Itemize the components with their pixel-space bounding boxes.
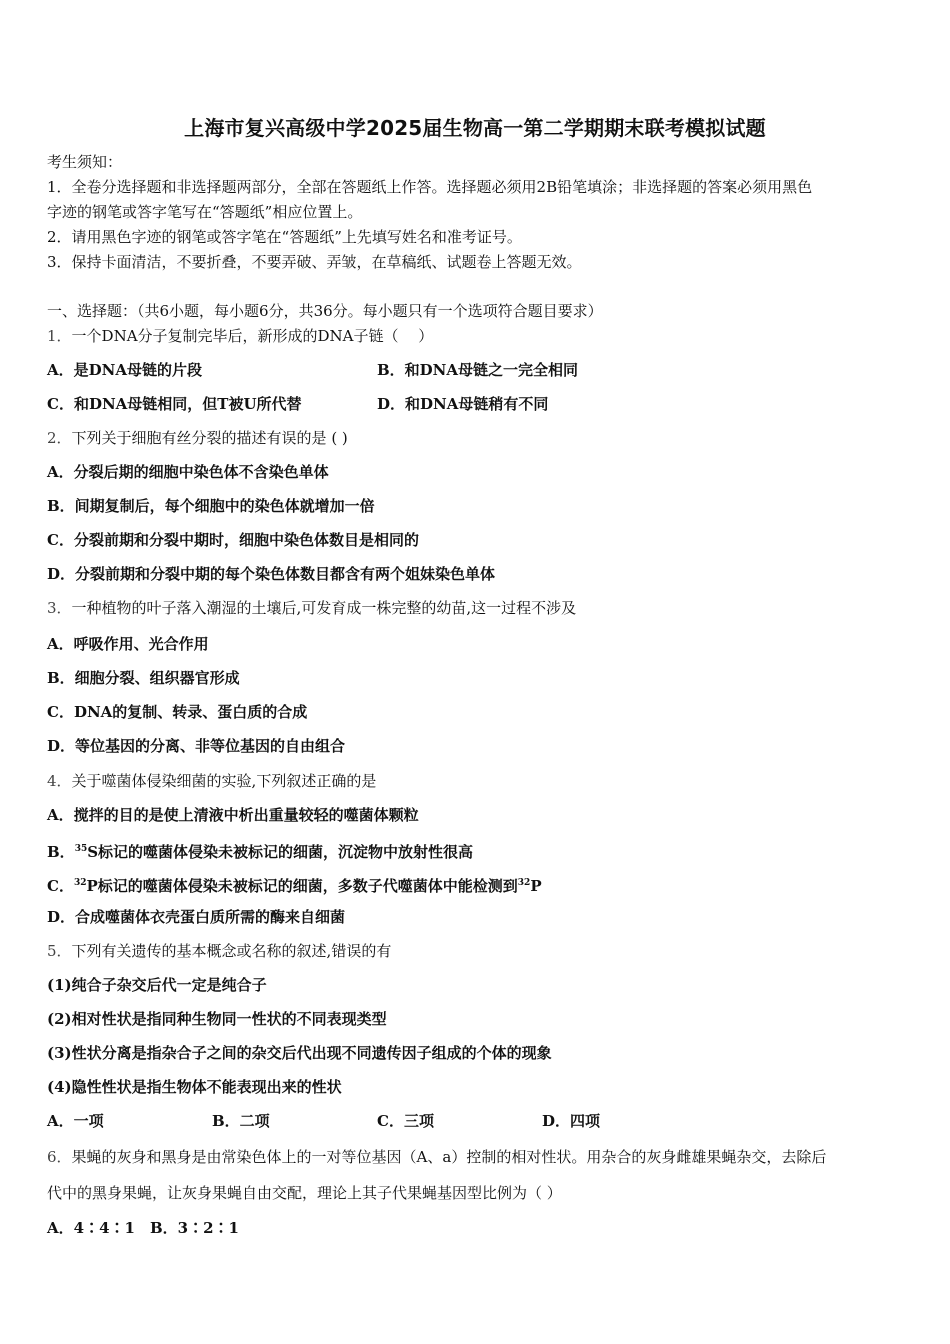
option-a: A．4∶4∶1 bbox=[47, 1219, 135, 1237]
statement-2: (2)相对性状是指同种生物同一性状的不同表现类型 bbox=[47, 1010, 387, 1028]
option-b: B．二项 bbox=[212, 1112, 270, 1130]
option-b: B．和DNA母链之一完全相同 bbox=[377, 361, 579, 379]
question-4 bbox=[47, 771, 376, 791]
option-d: D．四项 bbox=[542, 1112, 601, 1130]
option-c: C．和DNA母链相同，但T被U所代替 bbox=[47, 395, 302, 413]
question-number: 5． bbox=[47, 942, 72, 960]
notice-heading: 考生须知： bbox=[47, 153, 123, 171]
option-b: B．3∶2∶1 bbox=[150, 1219, 239, 1237]
page-title: 上海市复兴高级中学2025届生物高一第二学期期末联考模拟试题 bbox=[184, 116, 766, 140]
isotope-superscript: 32 bbox=[517, 878, 531, 888]
option-b bbox=[47, 839, 473, 862]
question-number: 6． bbox=[47, 1148, 72, 1166]
option-label: B． bbox=[47, 843, 75, 861]
question-number: 1． bbox=[47, 327, 72, 345]
option-c: C．三项 bbox=[377, 1112, 434, 1130]
notice-item: 字迹的钢笔或答字笔写在“答题纸”相应位置上。 bbox=[47, 203, 363, 221]
option-d: D．分裂前期和分裂中期的每个染色体数目都含有两个姐妹染色单体 bbox=[47, 565, 496, 583]
option-d: D．合成噬菌体衣壳蛋白质所需的酶来自细菌 bbox=[47, 908, 346, 926]
option-c bbox=[47, 873, 542, 896]
question-number: 4． bbox=[47, 772, 72, 790]
notice-item: 3．保持卡面清洁，不要折叠，不要弄破、弄皱，在草稿纸、试题卷上答题无效。 bbox=[47, 253, 582, 271]
question-text: 下列有关遗传的基本概念或名称的叙述,错误的有 bbox=[71, 942, 392, 960]
question-6 bbox=[47, 1147, 826, 1167]
option-d: D．和DNA母链稍有不同 bbox=[377, 395, 549, 413]
option-label: C． bbox=[47, 877, 74, 895]
question-2 bbox=[47, 428, 348, 448]
question-text: 下列关于细胞有丝分裂的描述有误的是 ( ) bbox=[71, 429, 348, 447]
notice-item: 1．全卷分选择题和非选择题两部分，全部在答题纸上作答。选择题必须用2B铅笔填涂；非选择题的答案必须用黑色 bbox=[47, 178, 813, 196]
question-text: 果蝇的灰身和黑身是由常染色体上的一对等位基因（A、a）控制的相对性状。用杂合的灰身雌雄果蝇杂交，去除后 bbox=[71, 1148, 827, 1166]
option-c: C．分裂前期和分裂中期时，细胞中染色体数目是相同的 bbox=[47, 531, 419, 549]
statement-4: (4)隐性性状是指生物体不能表现出来的性状 bbox=[47, 1078, 342, 1096]
question-text: 一个DNA分子复制完毕后，新形成的DNA子链（ ） bbox=[71, 327, 434, 345]
isotope-superscript: 35 bbox=[74, 844, 88, 854]
statement-3: (3)性状分离是指杂合子之间的杂交后代出现不同遗传因子组成的个体的现象 bbox=[47, 1044, 552, 1062]
option-a: A．分裂后期的细胞中染色体不含染色单体 bbox=[47, 463, 329, 481]
option-a: A．呼吸作用、光合作用 bbox=[47, 635, 209, 653]
question-text: 关于噬菌体侵染细菌的实验,下列叙述正确的是 bbox=[71, 772, 377, 790]
question-number: 3． bbox=[47, 599, 72, 617]
option-b: B．间期复制后，每个细胞中的染色体就增加一倍 bbox=[47, 497, 375, 515]
question-text-continued: 代中的黑身果蝇，让灰身果蝇自由交配，理论上其子代果蝇基因型比例为（ ） bbox=[47, 1184, 562, 1202]
option-a: A．一项 bbox=[47, 1112, 104, 1130]
option-a: A．是DNA母链的片段 bbox=[47, 361, 202, 379]
notice-item: 2．请用黑色字迹的钢笔或答字笔在“答题纸”上先填写姓名和准考证号。 bbox=[47, 228, 522, 246]
option-d: D．等位基因的分离、非等位基因的自由组合 bbox=[47, 737, 346, 755]
option-c: C．DNA的复制、转录、蛋白质的合成 bbox=[47, 703, 308, 721]
question-1 bbox=[47, 326, 433, 346]
statement-1: (1)纯合子杂交后代一定是纯合子 bbox=[47, 976, 267, 994]
question-text: 一种植物的叶子落入潮湿的土壤后,可发育成一株完整的幼苗,这一过程不涉及 bbox=[71, 599, 577, 617]
option-text: S标记的噬菌体侵染未被标记的细菌，沉淀物中放射性很高 bbox=[87, 843, 474, 861]
option-text: P bbox=[530, 877, 542, 895]
section-heading: 一、选择题：（共6小题，每小题6分，共36分。每小题只有一个选项符合题目要求） bbox=[47, 302, 603, 320]
option-text: P标记的噬菌体侵染未被标记的细菌，多数子代噬菌体中能检测到 bbox=[86, 877, 518, 895]
question-3 bbox=[47, 598, 576, 618]
question-number: 2． bbox=[47, 429, 72, 447]
isotope-superscript: 32 bbox=[73, 878, 87, 888]
option-a: A．搅拌的目的是使上清液中析出重量较轻的噬菌体颗粒 bbox=[47, 806, 419, 824]
option-b: B．细胞分裂、组织器官形成 bbox=[47, 669, 240, 687]
question-5 bbox=[47, 941, 391, 961]
